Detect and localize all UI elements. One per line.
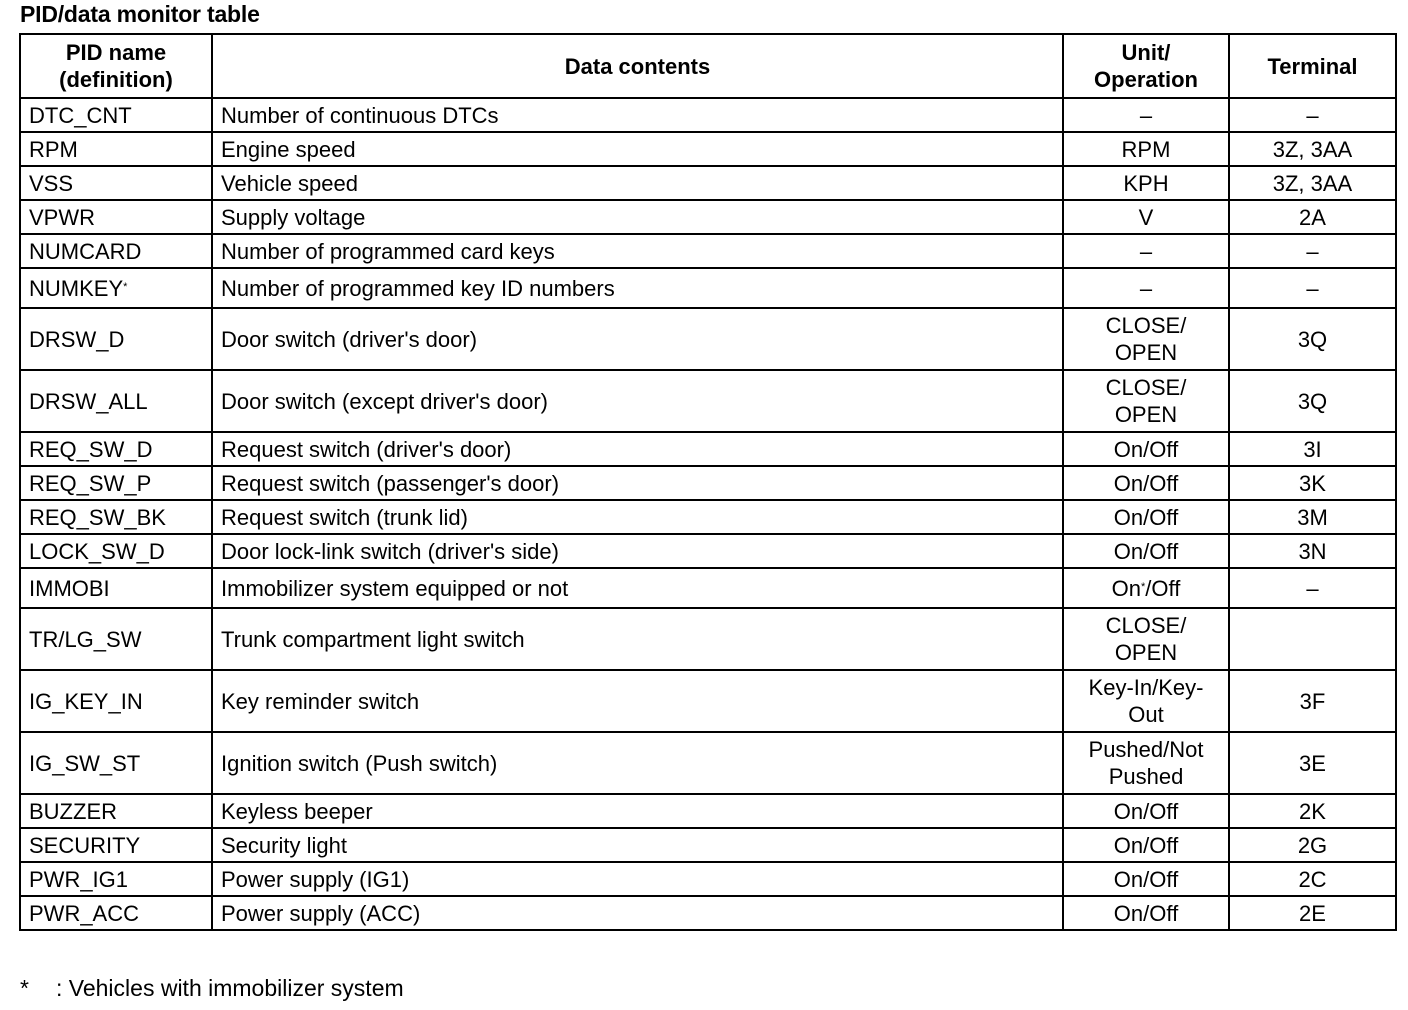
pid-data-monitor-table	[19, 33, 1397, 931]
footnote	[20, 975, 404, 1002]
unit-line1: CLOSE/	[1105, 375, 1187, 400]
header-unit-operation	[1063, 34, 1229, 98]
unit-line2: Pushed	[1108, 764, 1184, 789]
table-row	[20, 200, 1396, 234]
unit-cell	[1063, 568, 1229, 608]
data-cell: Number of continuous DTCs	[212, 98, 1063, 132]
pid-cell: VPWR	[20, 200, 212, 234]
asterisk-mark: *	[123, 280, 128, 293]
unit-cell	[1063, 308, 1229, 370]
pid-cell: DRSW_D	[20, 308, 212, 370]
pid-cell: LOCK_SW_D	[20, 534, 212, 568]
unit-cell: –	[1063, 268, 1229, 308]
table-row	[20, 234, 1396, 268]
terminal-cell: 2C	[1229, 862, 1396, 896]
table-row	[20, 308, 1396, 370]
unit-cell: –	[1063, 234, 1229, 268]
data-cell: Key reminder switch	[212, 670, 1063, 732]
data-cell: Ignition switch (Push switch)	[212, 732, 1063, 794]
unit-cell: On/Off	[1063, 794, 1229, 828]
unit-cell	[1063, 370, 1229, 432]
table-row	[20, 896, 1396, 930]
table-row	[20, 98, 1396, 132]
unit-line2: Out	[1128, 702, 1164, 727]
terminal-cell: 3F	[1229, 670, 1396, 732]
table-row	[20, 370, 1396, 432]
data-cell: Trunk compartment light switch	[212, 608, 1063, 670]
table-row	[20, 432, 1396, 466]
table-row	[20, 568, 1396, 608]
unit-line1: Pushed/Not	[1088, 737, 1204, 762]
pid-cell: REQ_SW_P	[20, 466, 212, 500]
pid-cell: REQ_SW_BK	[20, 500, 212, 534]
terminal-cell: 2E	[1229, 896, 1396, 930]
table-row	[20, 166, 1396, 200]
pid-cell: DRSW_ALL	[20, 370, 212, 432]
terminal-cell: –	[1229, 568, 1396, 608]
pid-cell: REQ_SW_D	[20, 432, 212, 466]
unit-cell	[1063, 670, 1229, 732]
terminal-cell	[1229, 608, 1396, 670]
data-cell: Power supply (ACC)	[212, 896, 1063, 930]
terminal-cell: –	[1229, 268, 1396, 308]
unit-line2: OPEN	[1114, 640, 1178, 665]
terminal-cell: 3Q	[1229, 308, 1396, 370]
unit-line1: Key-In/Key-	[1088, 675, 1204, 700]
data-cell: Request switch (driver's door)	[212, 432, 1063, 466]
data-cell: Request switch (passenger's door)	[212, 466, 1063, 500]
data-cell: Keyless beeper	[212, 794, 1063, 828]
terminal-cell: 3E	[1229, 732, 1396, 794]
pid-cell: IG_SW_ST	[20, 732, 212, 794]
data-cell: Power supply (IG1)	[212, 862, 1063, 896]
unit-cell	[1063, 608, 1229, 670]
header-terminal: Terminal	[1229, 34, 1396, 98]
page-title: PID/data monitor table	[20, 1, 260, 27]
table-row	[20, 670, 1396, 732]
terminal-cell: 3Z, 3AA	[1229, 166, 1396, 200]
unit-on-text: On	[1111, 575, 1141, 601]
table-header-row	[20, 34, 1396, 98]
asterisk-mark: *	[1141, 580, 1146, 593]
table-row	[20, 268, 1396, 308]
pid-cell: IG_KEY_IN	[20, 670, 212, 732]
unit-line2: OPEN	[1114, 340, 1178, 365]
header-pid-name	[20, 34, 212, 98]
table-row	[20, 608, 1396, 670]
unit-cell: On/Off	[1063, 534, 1229, 568]
terminal-cell: 2K	[1229, 794, 1396, 828]
terminal-cell: 3M	[1229, 500, 1396, 534]
pid-cell: SECURITY	[20, 828, 212, 862]
pid-cell: VSS	[20, 166, 212, 200]
data-cell: Number of programmed card keys	[212, 234, 1063, 268]
unit-cell: –	[1063, 98, 1229, 132]
unit-cell: On/Off	[1063, 466, 1229, 500]
terminal-cell: 2A	[1229, 200, 1396, 234]
data-cell: Door lock-link switch (driver's side)	[212, 534, 1063, 568]
terminal-cell: –	[1229, 234, 1396, 268]
pid-cell: PWR_IG1	[20, 862, 212, 896]
header-data-contents: Data contents	[212, 34, 1063, 98]
pid-text: NUMKEY	[29, 275, 124, 301]
unit-cell: On/Off	[1063, 500, 1229, 534]
pid-cell: PWR_ACC	[20, 896, 212, 930]
pid-cell	[20, 268, 212, 308]
table-row	[20, 794, 1396, 828]
data-cell: Engine speed	[212, 132, 1063, 166]
unit-cell: On/Off	[1063, 896, 1229, 930]
unit-line1: CLOSE/	[1105, 313, 1187, 338]
data-cell: Request switch (trunk lid)	[212, 500, 1063, 534]
unit-cell: KPH	[1063, 166, 1229, 200]
table-row	[20, 500, 1396, 534]
unit-cell: On/Off	[1063, 862, 1229, 896]
terminal-cell: 3Q	[1229, 370, 1396, 432]
data-cell: Number of programmed key ID numbers	[212, 268, 1063, 308]
header-pid-line1: PID name	[65, 40, 167, 65]
unit-line1: CLOSE/	[1105, 613, 1187, 638]
unit-off-text: /Off	[1145, 575, 1181, 601]
pid-cell: DTC_CNT	[20, 98, 212, 132]
unit-cell: On/Off	[1063, 828, 1229, 862]
footnote-asterisk: *	[20, 975, 29, 1001]
unit-cell: On/Off	[1063, 432, 1229, 466]
header-unit-line1: Unit/	[1121, 40, 1171, 65]
header-pid-line2: (definition)	[59, 67, 173, 92]
pid-cell: BUZZER	[20, 794, 212, 828]
data-cell: Door switch (driver's door)	[212, 308, 1063, 370]
terminal-cell: 3I	[1229, 432, 1396, 466]
data-cell: Supply voltage	[212, 200, 1063, 234]
terminal-cell: –	[1229, 98, 1396, 132]
unit-cell: V	[1063, 200, 1229, 234]
terminal-cell: 3Z, 3AA	[1229, 132, 1396, 166]
table-row	[20, 534, 1396, 568]
terminal-cell: 3K	[1229, 466, 1396, 500]
pid-cell: TR/LG_SW	[20, 608, 212, 670]
unit-cell: RPM	[1063, 132, 1229, 166]
data-cell: Door switch (except driver's door)	[212, 370, 1063, 432]
table-row	[20, 862, 1396, 896]
terminal-cell: 3N	[1229, 534, 1396, 568]
data-cell: Immobilizer system equipped or not	[212, 568, 1063, 608]
pid-cell: NUMCARD	[20, 234, 212, 268]
pid-cell: IMMOBI	[20, 568, 212, 608]
unit-line2: OPEN	[1114, 402, 1178, 427]
table-row	[20, 466, 1396, 500]
table-row	[20, 828, 1396, 862]
data-cell: Security light	[212, 828, 1063, 862]
table-row	[20, 132, 1396, 166]
table-row	[20, 732, 1396, 794]
pid-cell: RPM	[20, 132, 212, 166]
header-unit-line2: Operation	[1094, 67, 1198, 92]
unit-cell	[1063, 732, 1229, 794]
footnote-text: : Vehicles with immobilizer system	[56, 975, 404, 1001]
data-cell: Vehicle speed	[212, 166, 1063, 200]
terminal-cell: 2G	[1229, 828, 1396, 862]
